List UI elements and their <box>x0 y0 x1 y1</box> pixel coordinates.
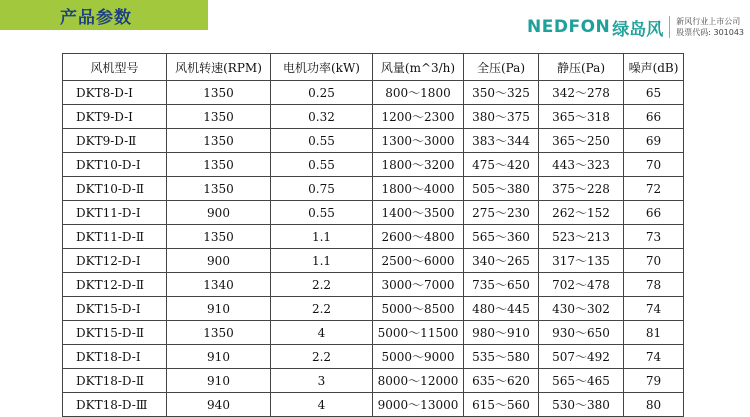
cell-model: DKT10-D-Ⅰ <box>63 153 167 177</box>
cell-total-pressure: 480～445 <box>464 297 539 321</box>
cell-model: DKT18-D-Ⅱ <box>63 369 167 393</box>
cell-power: 2.2 <box>271 345 373 369</box>
table-row <box>63 321 684 345</box>
cell-power: 4 <box>271 393 373 417</box>
cell-static-pressure: 262～152 <box>539 201 624 225</box>
cell-rpm: 1350 <box>167 225 271 249</box>
table-row <box>63 249 684 273</box>
cell-static-pressure: 702～478 <box>539 273 624 297</box>
col-header-airflow: 风量(m^3/h) <box>373 54 464 81</box>
cell-airflow: 5000～9000 <box>373 345 464 369</box>
cell-noise: 74 <box>624 297 684 321</box>
logo-line-1: 新风行业上市公司 <box>676 17 741 26</box>
cell-model: DKT15-D-Ⅱ <box>63 321 167 345</box>
cell-noise: 70 <box>624 249 684 273</box>
col-header-power: 电机功率(kW) <box>271 54 373 81</box>
cell-model: DKT12-D-Ⅰ <box>63 249 167 273</box>
col-header-model: 风机型号 <box>63 54 167 81</box>
cell-airflow: 5000～8500 <box>373 297 464 321</box>
cell-static-pressure: 930～650 <box>539 321 624 345</box>
cell-static-pressure: 530～380 <box>539 393 624 417</box>
cell-static-pressure: 365～318 <box>539 105 624 129</box>
cell-noise: 80 <box>624 393 684 417</box>
cell-model: DKT8-D-Ⅰ <box>63 81 167 105</box>
cell-rpm: 1350 <box>167 177 271 201</box>
cell-model: DKT11-D-Ⅱ <box>63 225 167 249</box>
logo-brand: NEDFON <box>527 17 611 37</box>
cell-total-pressure: 475～420 <box>464 153 539 177</box>
cell-power: 0.55 <box>271 153 373 177</box>
cell-rpm: 1350 <box>167 153 271 177</box>
cell-total-pressure: 340～265 <box>464 249 539 273</box>
table-header-row <box>63 54 684 81</box>
cell-airflow: 1300～3000 <box>373 129 464 153</box>
cell-power: 0.25 <box>271 81 373 105</box>
cell-static-pressure: 430～302 <box>539 297 624 321</box>
cell-airflow: 5000～11500 <box>373 321 464 345</box>
cell-power: 4 <box>271 321 373 345</box>
table-row <box>63 393 684 417</box>
cell-total-pressure: 735～650 <box>464 273 539 297</box>
cell-airflow: 800～1800 <box>373 81 464 105</box>
cell-total-pressure: 383～344 <box>464 129 539 153</box>
cell-static-pressure: 507～492 <box>539 345 624 369</box>
table-row <box>63 201 684 225</box>
table-row <box>63 129 684 153</box>
logo-line-2: 股票代码: 301043 <box>676 28 745 37</box>
cell-power: 1.1 <box>271 225 373 249</box>
logo-brand-cn: 绿岛风 <box>612 19 664 40</box>
cell-noise: 81 <box>624 321 684 345</box>
brand-logo <box>527 15 744 39</box>
col-header-rpm: 风机转速(RPM) <box>167 54 271 81</box>
cell-noise: 73 <box>624 225 684 249</box>
cell-noise: 69 <box>624 129 684 153</box>
cell-model: DKT9-D-Ⅰ <box>63 105 167 129</box>
table-row <box>63 369 684 393</box>
table-row <box>63 105 684 129</box>
cell-power: 0.55 <box>271 201 373 225</box>
cell-power: 0.32 <box>271 105 373 129</box>
cell-rpm: 910 <box>167 369 271 393</box>
cell-airflow: 2500～6000 <box>373 249 464 273</box>
page-title: 产品参数 <box>60 8 132 28</box>
table-row <box>63 153 684 177</box>
cell-airflow: 1200～2300 <box>373 105 464 129</box>
cell-airflow: 1800～3200 <box>373 153 464 177</box>
table-row <box>63 297 684 321</box>
cell-power: 2.2 <box>271 297 373 321</box>
logo-divider <box>669 16 670 38</box>
cell-static-pressure: 375～228 <box>539 177 624 201</box>
cell-total-pressure: 350～325 <box>464 81 539 105</box>
table-row <box>63 177 684 201</box>
cell-airflow: 8000～12000 <box>373 369 464 393</box>
cell-total-pressure: 275～230 <box>464 201 539 225</box>
cell-static-pressure: 565～465 <box>539 369 624 393</box>
cell-static-pressure: 317～135 <box>539 249 624 273</box>
cell-airflow: 9000～13000 <box>373 393 464 417</box>
cell-rpm: 940 <box>167 393 271 417</box>
cell-rpm: 1350 <box>167 129 271 153</box>
cell-static-pressure: 342～278 <box>539 81 624 105</box>
cell-power: 1.1 <box>271 249 373 273</box>
cell-rpm: 1350 <box>167 81 271 105</box>
cell-airflow: 1400～3500 <box>373 201 464 225</box>
cell-rpm: 1340 <box>167 273 271 297</box>
cell-model: DKT15-D-Ⅰ <box>63 297 167 321</box>
cell-noise: 66 <box>624 201 684 225</box>
col-header-noise: 噪声(dB) <box>624 54 684 81</box>
logo-subtitle <box>676 16 744 38</box>
table-row <box>63 273 684 297</box>
cell-noise: 74 <box>624 345 684 369</box>
col-header-total-pressure: 全压(Pa) <box>464 54 539 81</box>
table-row <box>63 225 684 249</box>
cell-rpm: 900 <box>167 249 271 273</box>
cell-power: 3 <box>271 369 373 393</box>
cell-model: DKT12-D-Ⅱ <box>63 273 167 297</box>
cell-total-pressure: 505～380 <box>464 177 539 201</box>
cell-static-pressure: 443～323 <box>539 153 624 177</box>
cell-static-pressure: 365～250 <box>539 129 624 153</box>
cell-total-pressure: 535～580 <box>464 345 539 369</box>
table-row <box>63 81 684 105</box>
cell-noise: 70 <box>624 153 684 177</box>
cell-rpm: 910 <box>167 345 271 369</box>
cell-airflow: 2600～4800 <box>373 225 464 249</box>
cell-total-pressure: 980～910 <box>464 321 539 345</box>
cell-total-pressure: 615～560 <box>464 393 539 417</box>
cell-noise: 66 <box>624 105 684 129</box>
cell-rpm: 1350 <box>167 321 271 345</box>
cell-total-pressure: 635～620 <box>464 369 539 393</box>
cell-airflow: 1800～4000 <box>373 177 464 201</box>
cell-power: 0.55 <box>271 129 373 153</box>
cell-noise: 65 <box>624 81 684 105</box>
cell-noise: 79 <box>624 369 684 393</box>
cell-total-pressure: 565～360 <box>464 225 539 249</box>
spec-table <box>62 53 684 417</box>
cell-model: DKT10-D-Ⅱ <box>63 177 167 201</box>
cell-rpm: 900 <box>167 201 271 225</box>
cell-model: DKT11-D-Ⅰ <box>63 201 167 225</box>
cell-power: 0.75 <box>271 177 373 201</box>
cell-model: DKT9-D-Ⅱ <box>63 129 167 153</box>
cell-model: DKT18-D-Ⅰ <box>63 345 167 369</box>
cell-rpm: 1350 <box>167 105 271 129</box>
cell-power: 2.2 <box>271 273 373 297</box>
cell-airflow: 3000～7000 <box>373 273 464 297</box>
cell-total-pressure: 380～375 <box>464 105 539 129</box>
cell-noise: 72 <box>624 177 684 201</box>
cell-noise: 78 <box>624 273 684 297</box>
table-row <box>63 345 684 369</box>
cell-model: DKT18-D-Ⅲ <box>63 393 167 417</box>
col-header-static-pressure: 静压(Pa) <box>539 54 624 81</box>
cell-rpm: 910 <box>167 297 271 321</box>
cell-static-pressure: 523～213 <box>539 225 624 249</box>
